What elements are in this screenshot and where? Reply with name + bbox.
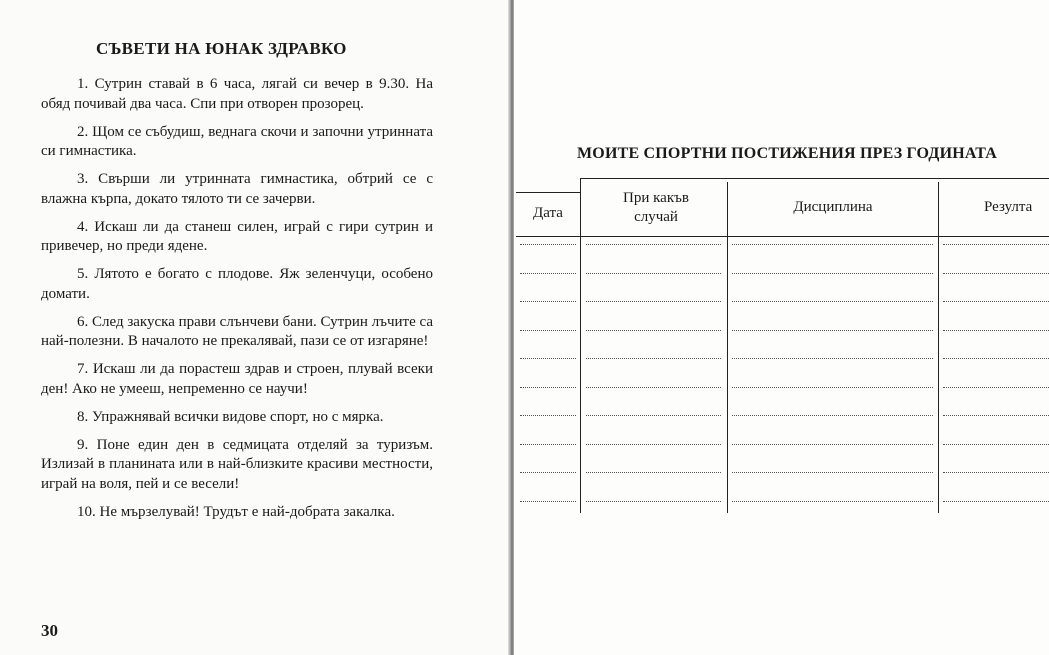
table-row-rule xyxy=(520,415,576,416)
list-item: 3. Свърши ли утринната гимнастика, обтрий се с влажна кърпа, докато тялото ти се зачерви. xyxy=(41,171,433,207)
table-row-rule xyxy=(943,244,1049,245)
table-row-rule xyxy=(943,472,1049,473)
table-row-rule xyxy=(732,244,933,245)
table-row-rule xyxy=(732,301,933,302)
page-number: 30 xyxy=(41,621,58,640)
table-row-rule xyxy=(520,472,576,473)
table-row-rule xyxy=(586,415,721,416)
table-row-rule xyxy=(520,444,576,445)
table-row-rule xyxy=(520,501,576,502)
table-row-rule xyxy=(520,387,576,388)
page-title: СЪВЕТИ НА ЮНАК ЗДРАВКО xyxy=(96,39,347,58)
table-row-rule xyxy=(732,273,933,274)
table-row-rule xyxy=(943,501,1049,502)
list-item: 5. Лятото е богато с плодове. Яж зеленчуци, особено домати. xyxy=(41,266,433,302)
list-item: 8. Упражнявай всички видове спорт, но с мярка. xyxy=(77,408,384,425)
column-rule xyxy=(580,178,581,513)
column-rule xyxy=(727,182,728,513)
achievements-table xyxy=(516,178,1049,513)
table-row-rule xyxy=(520,244,576,245)
table-row-rule xyxy=(732,358,933,359)
column-header-occasion-label: При какъв случай xyxy=(623,190,689,225)
table-row-rule xyxy=(943,358,1049,359)
table-row-rule xyxy=(943,415,1049,416)
table-row-rule xyxy=(943,330,1049,331)
column-header-occasion xyxy=(608,189,704,227)
table-row-rule xyxy=(586,444,721,445)
table-row-rule xyxy=(586,301,721,302)
list-item: 7. Искаш ли да порастеш здрав и строен, плувай всеки ден! Ако не умееш, непременно се научи! xyxy=(41,361,433,397)
table-row-rule xyxy=(732,501,933,502)
list-item: 1. Сутрин ставай в 6 часа, лягай си вечер в 9.30. На обяд почивай два часа. Спи при отворен прозорец. xyxy=(41,76,433,112)
table-row-rule xyxy=(943,273,1049,274)
column-header-result: Резулта xyxy=(984,199,1033,215)
list-item: 10. Не мързелувай! Трудът е най-добрата закалка. xyxy=(77,503,395,520)
list-item: 9. Поне един ден в седмицата отделяй за туризъм. Излизай в планината или в най-близките красиви местности, играй на воля, пей и се весели! xyxy=(41,436,433,492)
table-row-rule xyxy=(943,444,1049,445)
left-page xyxy=(0,0,512,655)
table-row-rule xyxy=(586,472,721,473)
column-rule xyxy=(938,182,939,513)
table-top-rule xyxy=(580,178,1049,179)
list-item: 2. Щом се събудиш, веднага скочи и започни утринната си гимнастика. xyxy=(41,123,433,159)
table-row-rule xyxy=(943,387,1049,388)
table-row-rule xyxy=(732,444,933,445)
table-row-rule xyxy=(732,415,933,416)
table-row-rule xyxy=(586,358,721,359)
table-row-rule xyxy=(520,330,576,331)
column-header-discipline: Дисциплина xyxy=(793,199,873,215)
column-header-date: Дата xyxy=(533,205,563,221)
table-row-rule xyxy=(586,501,721,502)
table-row-rule xyxy=(586,330,721,331)
list-item: 4. Искаш ли да станеш силен, играй с гири сутрин и привечер, но преди ядене. xyxy=(41,218,433,254)
table-top-rule-date xyxy=(516,192,580,193)
table-row-rule xyxy=(943,301,1049,302)
table-header-rule xyxy=(516,236,1049,237)
table-title: МОИТЕ СПОРТНИ ПОСТИЖЕНИЯ ПРЕЗ ГОДИНАТА xyxy=(577,145,998,162)
table-row-rule xyxy=(520,273,576,274)
table-row-rule xyxy=(520,358,576,359)
list-item: 6. След закуска прави слънчеви бани. Сутрин лъчите са най-полезни. В началото не прекалявай, пази се от изгаряне! xyxy=(41,313,433,349)
table-row-rule xyxy=(732,330,933,331)
table-row-rule xyxy=(520,301,576,302)
table-row-rule xyxy=(586,244,721,245)
tips-list xyxy=(41,75,433,531)
table-row-rule xyxy=(586,273,721,274)
table-row-rule xyxy=(732,472,933,473)
table-row-rule xyxy=(732,387,933,388)
table-row-rule xyxy=(586,387,721,388)
